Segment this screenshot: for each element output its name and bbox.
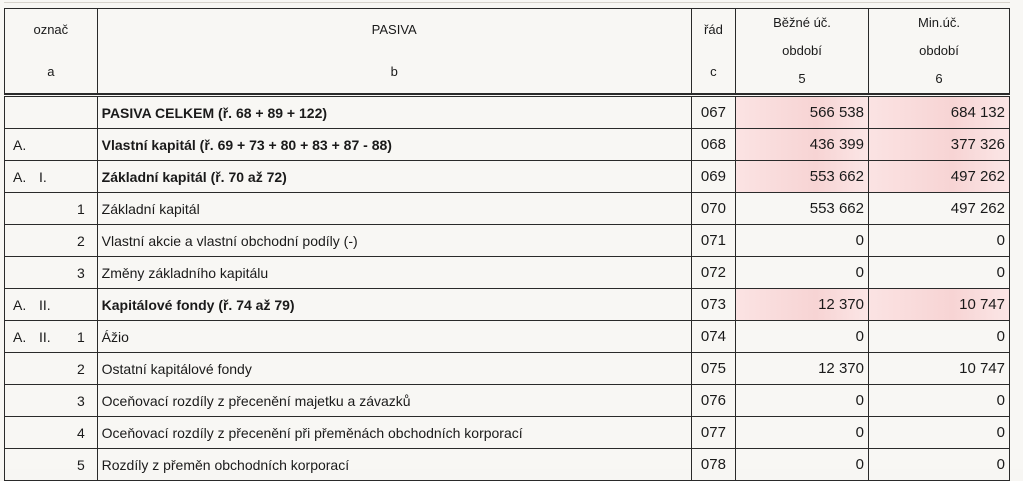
row-mark xyxy=(5,385,98,417)
current-period-value: 553 662 xyxy=(736,193,869,225)
header-row-number xyxy=(691,9,735,94)
current-period-value: 436 399 xyxy=(736,129,869,161)
table-row xyxy=(5,385,1010,417)
row-mark-item: 2 xyxy=(77,232,85,249)
row-label: Ostatní kapitálové fondy xyxy=(97,353,691,385)
header-row-number-letter: c xyxy=(710,64,717,79)
row-mark xyxy=(5,321,98,353)
row-number: 076 xyxy=(691,385,735,417)
previous-period-value: 0 xyxy=(868,417,1009,449)
row-mark xyxy=(5,161,98,193)
current-period-value: 0 xyxy=(736,225,869,257)
row-mark-item: 3 xyxy=(77,264,85,281)
current-period-value: 0 xyxy=(736,449,869,481)
table-row xyxy=(5,225,1010,257)
row-number: 070 xyxy=(691,193,735,225)
row-mark xyxy=(5,193,98,225)
row-label: Oceňovací rozdíly z přecenění při přeměnách obchodních korporací xyxy=(97,417,691,449)
previous-period-value: 0 xyxy=(868,385,1009,417)
table-row xyxy=(5,449,1010,481)
header-mark-letter: a xyxy=(47,64,55,79)
table-row xyxy=(5,257,1010,289)
row-mark xyxy=(5,449,98,481)
row-mark-section: A. xyxy=(13,328,27,345)
row-mark xyxy=(5,129,98,161)
row-mark-section: A. xyxy=(13,136,27,153)
row-label: Vlastní akcie a vlastní obchodní podíly (-) xyxy=(97,225,691,257)
row-number: 078 xyxy=(691,449,735,481)
header-previous-period xyxy=(868,9,1009,94)
row-mark xyxy=(5,257,98,289)
row-number: 067 xyxy=(691,96,735,129)
table-row xyxy=(5,321,1010,353)
liabilities-table xyxy=(4,8,1010,481)
current-period-value: 0 xyxy=(736,385,869,417)
row-mark xyxy=(5,289,98,321)
header-current-period-line2: období xyxy=(782,43,822,58)
header-previous-period-line1: Min.úč. xyxy=(918,15,960,30)
previous-period-value: 0 xyxy=(868,225,1009,257)
row-mark-section: A. xyxy=(13,296,27,313)
row-mark-item: 1 xyxy=(77,328,85,345)
row-number: 074 xyxy=(691,321,735,353)
previous-period-value: 0 xyxy=(868,257,1009,289)
row-number: 072 xyxy=(691,257,735,289)
table-header-row xyxy=(5,9,1010,94)
row-label: Oceňovací rozdíly z přecenění majetku a závazků xyxy=(97,385,691,417)
current-period-value: 12 370 xyxy=(736,289,869,321)
row-label: PASIVA CELKEM (ř. 68 + 89 + 122) xyxy=(97,96,691,129)
header-current-period-number: 5 xyxy=(798,71,806,86)
header-current-period xyxy=(736,9,869,94)
row-label: Základní kapitál (ř. 70 až 72) xyxy=(97,161,691,193)
table-row xyxy=(5,129,1010,161)
current-period-value: 553 662 xyxy=(736,161,869,193)
current-period-value: 0 xyxy=(736,321,869,353)
row-mark-item: 5 xyxy=(77,456,85,473)
row-mark xyxy=(5,417,98,449)
table-row xyxy=(5,417,1010,449)
row-mark-item: 1 xyxy=(77,200,85,217)
header-liabilities-title: PASIVA xyxy=(371,22,417,37)
header-previous-period-line2: období xyxy=(919,43,959,58)
table-row xyxy=(5,161,1010,193)
current-period-value: 12 370 xyxy=(736,353,869,385)
liabilities-table-body xyxy=(5,9,1010,481)
row-mark-item: 3 xyxy=(77,392,85,409)
current-period-value: 566 538 xyxy=(736,96,869,129)
header-liabilities-letter: b xyxy=(390,64,398,79)
header-row-number-title: řád xyxy=(704,22,723,37)
previous-period-value: 377 326 xyxy=(868,129,1009,161)
row-mark-subsection: II. xyxy=(39,328,51,345)
row-label: Ážio xyxy=(97,321,691,353)
previous-period-value: 0 xyxy=(868,449,1009,481)
row-mark-section: A. xyxy=(13,168,27,185)
table-row xyxy=(5,96,1010,129)
row-number: 069 xyxy=(691,161,735,193)
row-label: Vlastní kapitál (ř. 69 + 73 + 80 + 83 + 87 - 88) xyxy=(97,129,691,161)
row-mark xyxy=(5,96,98,129)
row-label: Změny základního kapitálu xyxy=(97,257,691,289)
row-mark xyxy=(5,353,98,385)
current-period-value: 0 xyxy=(736,257,869,289)
previous-period-value: 684 132 xyxy=(868,96,1009,129)
table-row xyxy=(5,289,1010,321)
row-label: Kapitálové fondy (ř. 74 až 79) xyxy=(97,289,691,321)
row-number: 071 xyxy=(691,225,735,257)
header-liabilities xyxy=(97,9,691,94)
previous-period-value: 10 747 xyxy=(868,289,1009,321)
row-number: 068 xyxy=(691,129,735,161)
previous-period-value: 0 xyxy=(868,321,1009,353)
row-mark xyxy=(5,225,98,257)
row-mark-subsection: I. xyxy=(39,168,47,185)
header-current-period-line1: Běžné úč. xyxy=(773,15,831,30)
table-row xyxy=(5,193,1010,225)
row-mark-subsection: II. xyxy=(39,296,51,313)
current-period-value: 0 xyxy=(736,417,869,449)
row-mark-item: 2 xyxy=(77,360,85,377)
row-label: Základní kapitál xyxy=(97,193,691,225)
row-number: 077 xyxy=(691,417,735,449)
header-previous-period-number: 6 xyxy=(935,71,943,86)
table-row xyxy=(5,353,1010,385)
header-mark xyxy=(5,9,98,94)
header-mark-title: označ xyxy=(33,22,69,37)
previous-period-value: 497 262 xyxy=(868,193,1009,225)
row-mark-item: 4 xyxy=(77,424,85,441)
row-number: 075 xyxy=(691,353,735,385)
row-number: 073 xyxy=(691,289,735,321)
previous-period-value: 10 747 xyxy=(868,353,1009,385)
row-label: Rozdíly z přeměn obchodních korporací xyxy=(97,449,691,481)
previous-period-value: 497 262 xyxy=(868,161,1009,193)
